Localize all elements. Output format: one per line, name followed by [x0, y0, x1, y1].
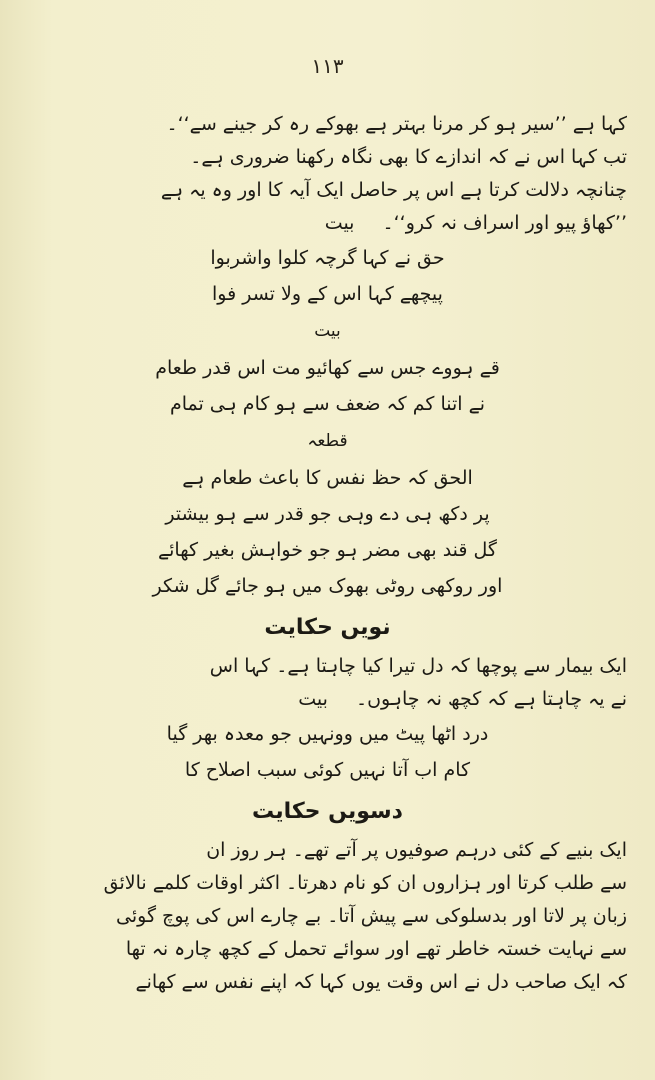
verse-2-label: بیت — [314, 321, 341, 341]
ninth-story-verse-label: بیت — [298, 688, 328, 710]
intro-line-3: چنانچہ دلالت کرتا ہے اس پر حاصل ایک آیہ کا اور وہ یہ ہے — [160, 179, 627, 201]
verse-3-line-3: گل قند بھی مضر ہو جو خواہش بغیر کھائے — [158, 539, 497, 561]
section-heading-ninth-story: نویں حکایت — [264, 615, 391, 640]
verse-4-line-2: کام اب آتا نہیں کوئی سبب اصلاح کا — [184, 759, 471, 781]
ninth-story-line-2 — [28, 683, 627, 716]
verse-3 — [28, 460, 627, 604]
intro-line-4-text: ’’کھاؤ پیو اور اسراف نہ کرو‘‘۔ — [382, 212, 627, 234]
verse-1-line-2: پیچھے کہا اس کے ولا تسر فوا — [212, 283, 443, 305]
section-heading-tenth-story: دسویں حکایت — [252, 799, 403, 824]
page-content — [28, 108, 627, 999]
ninth-story-paragraph — [28, 650, 627, 716]
tenth-story-line-3: زبان پر لاتا اور بدسلوکی سے پیش آتا۔ بے چارے اس کی پوچ گوئی — [116, 905, 627, 927]
intro-paragraph — [28, 108, 627, 240]
intro-verse-label: بیت — [324, 212, 355, 234]
verse-2 — [28, 350, 627, 422]
verse-1-line-1: حق نے کہا گرچہ کلوا واشربوا — [210, 247, 445, 269]
verse-3-line-4: اور روکھی روٹی بھوک میں ہو جائے گل شکر — [152, 575, 503, 597]
page-number: ١١٣ — [311, 54, 344, 78]
intro-line-1: کہا ہے ’’سیر ہو کر مرنا بہتر ہے بھوکے رہ کر جینے سے‘‘۔ — [166, 113, 627, 135]
verse-3-line-1: الحق کہ حظ نفس کا باعث طعام ہے — [182, 467, 473, 489]
verse-1 — [28, 240, 627, 312]
ninth-story-line-1: ایک بیمار سے پوچھا کہ دل تیرا کیا چاہتا ہے۔ کہا اس — [209, 655, 627, 677]
intro-line-2: تب کہا اس نے کہ اندازے کا بھی نگاہ رکھنا ضروری ہے۔ — [190, 146, 627, 168]
ninth-story-line-2-text: نے یہ چاہتا ہے کہ کچھ نہ چاہوں۔ — [355, 688, 627, 710]
intro-line-4 — [28, 207, 627, 240]
tenth-story-line-5: کہ ایک صاحب دل نے اس وقت یوں کہا کہ اپنے نفس سے کھانے — [135, 971, 627, 993]
tenth-story-line-2: سے طلب کرتا اور ہزاروں ان کو نام دھرتا۔ اکثر اوقات کلمے نالائق — [103, 872, 627, 894]
tenth-story-line-4: سے نہایت خستہ خاطر تھے اور سوائے تحمل کے کچھ چارہ نہ تھا — [125, 938, 627, 960]
verse-4-line-1: درد اٹھا پیٹ میں وونہیں جو معدہ بھر گیا — [166, 723, 489, 745]
verse-2-line-1: قے ہووے جس سے کھائیو مت اس قدر طعام — [155, 357, 500, 379]
verse-4 — [28, 716, 627, 788]
tenth-story-line-1: ایک بنیے کے کئی درہم صوفیوں پر آتے تھے۔ ہر روز ان — [206, 839, 627, 861]
verse-2-line-2: نے اتنا کم کہ ضعف سے ہو کام ہی تمام — [169, 393, 486, 415]
verse-3-line-2: پر دکھ ہی دے وہی جو قدر سے ہو بیشتر — [165, 503, 490, 525]
verse-3-label: قطعہ — [307, 431, 348, 451]
tenth-story-paragraph — [28, 834, 627, 999]
